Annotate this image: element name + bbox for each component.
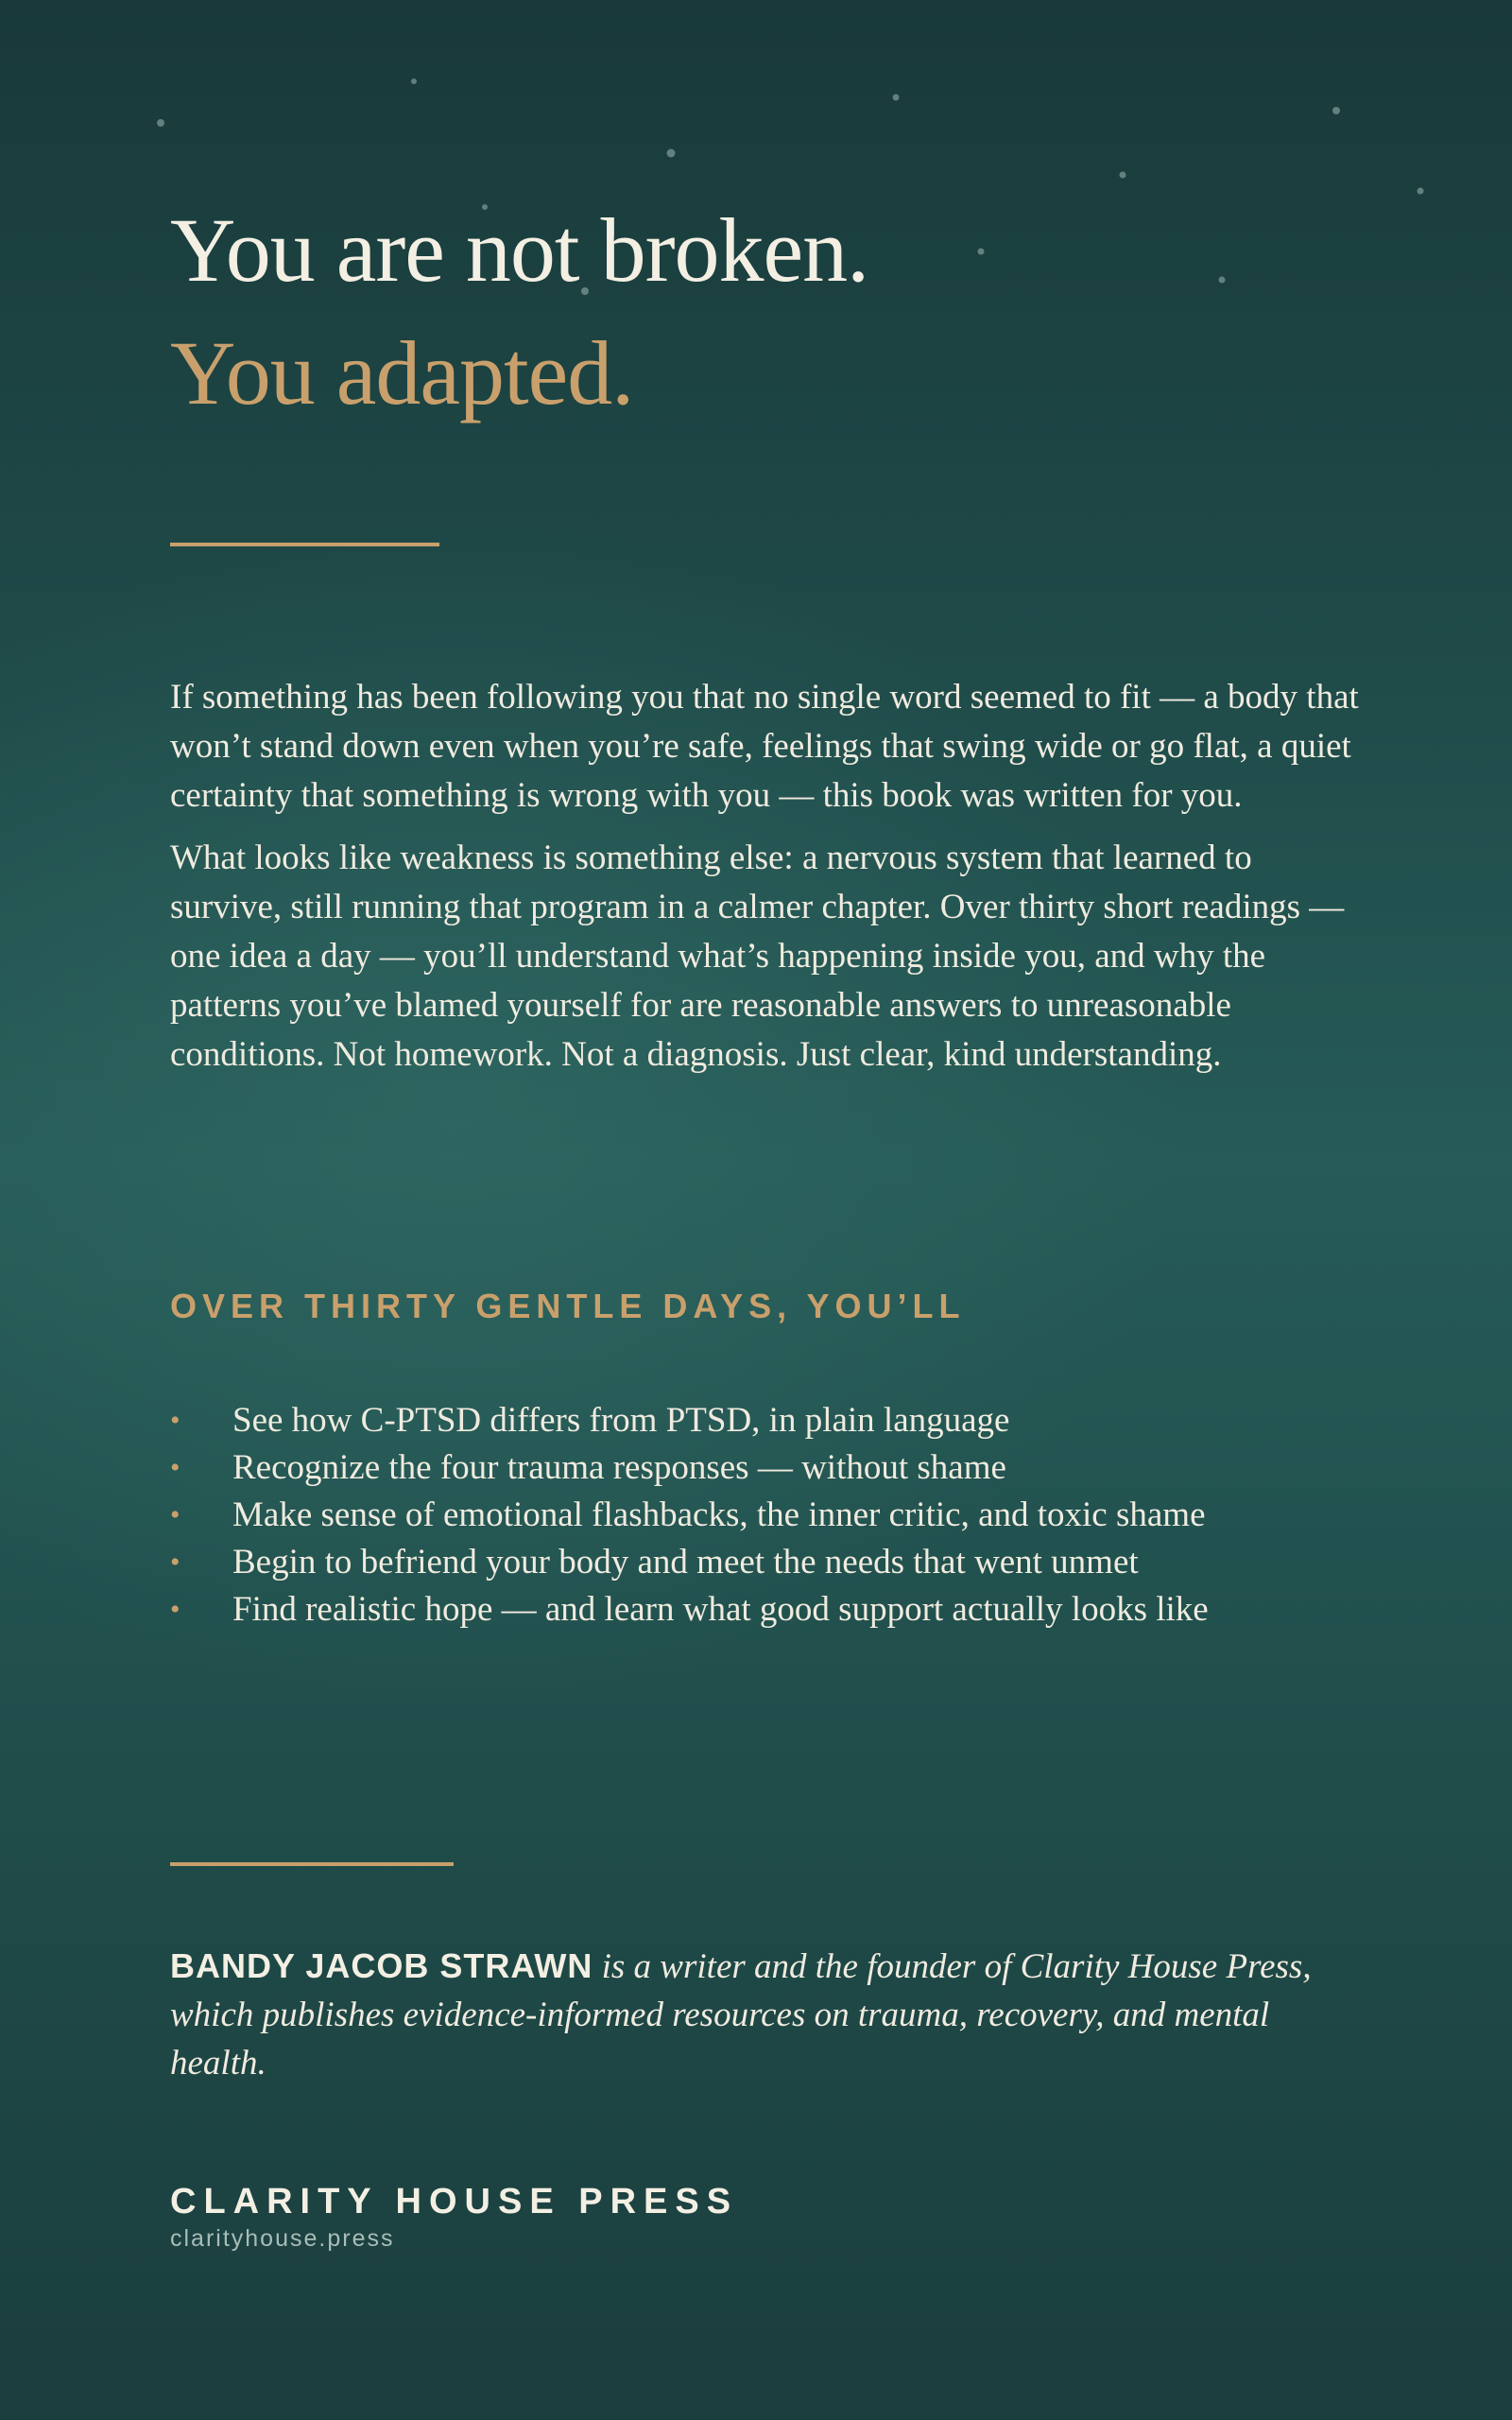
star xyxy=(1120,172,1126,179)
headline-line-1: You are not broken. xyxy=(170,199,869,301)
headline-line-2: You adapted. xyxy=(170,322,634,424)
list-item-text: Find realistic hope — and learn what good support actually looks like xyxy=(232,1590,1209,1629)
section-heading: OVER THIRTY GENTLE DAYS, YOU’LL xyxy=(170,1287,966,1325)
headline xyxy=(170,189,868,435)
author-bio-text: is a writer and the founder of Clarity House Press, which publishes evidence-informed resources on trauma, recovery, and mental health. xyxy=(170,1947,1312,2083)
star xyxy=(157,119,164,127)
bullet-icon: • xyxy=(170,1452,180,1483)
list-item-text: Recognize the four trauma responses — without shame xyxy=(232,1448,1006,1487)
star xyxy=(667,149,676,158)
list-item xyxy=(170,1586,1361,1634)
list-item xyxy=(170,1492,1361,1539)
star xyxy=(1332,107,1340,114)
divider-top xyxy=(170,543,439,546)
star xyxy=(1418,188,1424,195)
bullet-icon: • xyxy=(170,1499,180,1530)
benefits-list xyxy=(170,1397,1361,1634)
author-bio xyxy=(170,1942,1361,2087)
list-item xyxy=(170,1397,1361,1444)
star xyxy=(893,95,900,101)
list-item-text: Begin to befriend your body and meet the needs that went unmet xyxy=(232,1543,1139,1582)
bullet-icon: • xyxy=(170,1547,180,1578)
blurb-paragraph: What looks like weakness is something else: a nervous system that learned to survive, still running that program in a calmer chapter. Over thirty short readings — one idea a day — you’ll understand what’s happening inside you, and why the patterns you’ve blamed yourself for are reasonable answers to unreasonable conditions. Not homework. Not a diagnosis. Just clear, kind understanding. xyxy=(170,838,1345,1074)
bullet-icon: • xyxy=(170,1405,180,1436)
list-item-text: Make sense of emotional flashbacks, the inner critic, and toxic shame xyxy=(232,1495,1206,1534)
author-name: BANDY JACOB STRAWN xyxy=(170,1946,593,1985)
publisher-name: CLARITY HOUSE PRESS xyxy=(170,2182,739,2221)
star xyxy=(978,249,985,255)
list-item xyxy=(170,1444,1361,1492)
list-item-text: See how C-PTSD differs from PTSD, in plain language xyxy=(232,1401,1010,1440)
star xyxy=(1219,277,1226,284)
divider-bottom xyxy=(170,1862,454,1866)
star xyxy=(411,78,417,84)
publisher-website: clarityhouse.press xyxy=(170,2225,395,2252)
bullet-icon: • xyxy=(170,1594,180,1625)
blurb xyxy=(170,673,1361,1093)
list-item xyxy=(170,1539,1361,1586)
blurb-paragraph: If something has been following you that no single word seemed to fit — a body that won’t stand down even when you’re safe, feelings that swing wide or go flat, a quiet certainty that something is wrong with you — this book was written for you. xyxy=(170,678,1359,815)
